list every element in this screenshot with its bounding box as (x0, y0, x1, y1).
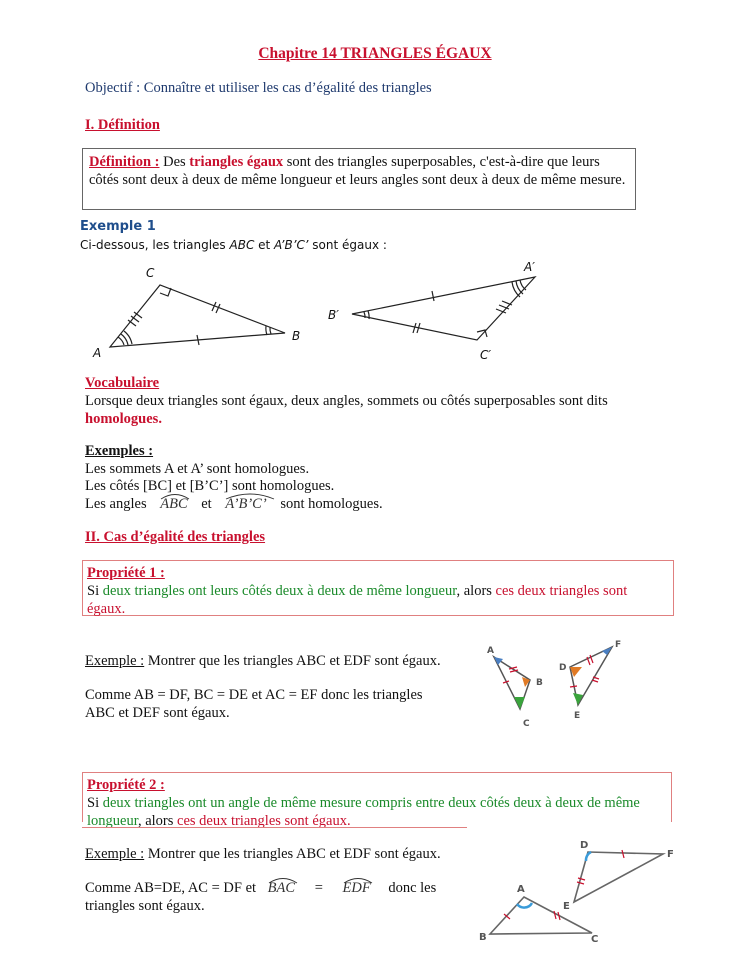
page-title: Chapitre 14 TRIANGLES ÉGAUX (258, 45, 492, 62)
example-1-abc: ABC (229, 238, 255, 252)
figure-equal-triangles (80, 255, 560, 370)
vocabulary-term: homologues. (85, 411, 162, 427)
example-p1-text: Montrer que les triangles ABC et EDF sont égaux. (144, 653, 441, 669)
definition-box (82, 148, 636, 210)
property-1-alors: , alors (456, 583, 496, 599)
property-2-condition: deux triangles ont un angle de même mesure compris entre deux côtés deux à deux de même longueur (87, 795, 640, 829)
examples-heading: Exemples : (85, 443, 154, 459)
fig2-label-c: C (523, 719, 530, 729)
fig2-label-e: E (574, 711, 581, 721)
definition-term: triangles égaux (189, 154, 284, 170)
example-p2-line-1-end: donc les (388, 880, 437, 896)
vocabulary-block (85, 374, 665, 428)
example-p1-answer (85, 687, 423, 722)
definition-text-1: Des (159, 154, 190, 170)
fig3-label-c: C (591, 934, 599, 945)
label-a: A (93, 346, 102, 360)
label-b-prime: B′ (328, 308, 339, 322)
example-p2-question (85, 846, 441, 863)
example-p2-line-1-start: Comme AB=DE, AC = DF et (85, 880, 257, 896)
example-p2-line-2: triangles sont égaux. (85, 897, 205, 914)
angle-abc (160, 496, 187, 514)
angle-a-b-c-prime (225, 496, 266, 514)
examples-line-3-end: sont homologues. (280, 495, 383, 512)
examples-line-2: Les côtés [BC] et [B’C’] sont homologues. (85, 478, 335, 494)
label-c: C (146, 266, 155, 280)
example-1-heading: Exemple 1 (80, 219, 156, 234)
example-p2-text: Montrer que les triangles ABC et EDF sont égaux. (144, 846, 441, 862)
angle-a-b-c-prime-label: A’B’C’ (225, 495, 267, 512)
example-p1-line-2: ABC et DEF sont égaux. (85, 704, 230, 721)
example-1-text-c: sont égaux : (308, 238, 387, 252)
example-p2-equals: = (314, 880, 323, 896)
section-heading-cas: II. Cas d’égalité des triangles (85, 529, 266, 545)
examples-line-3-mid: et (201, 495, 212, 512)
definition-text-2: sont des triangles superposables, c'est-à-dire que leurs côtés sont deux à deux de même longueur et leurs angles sont deux à deux de même mesure. (89, 154, 626, 188)
figure-property-1 (482, 637, 632, 732)
property-1-label: Propriété 1 : (87, 565, 165, 581)
example-p1-label: Exemple : (85, 653, 145, 669)
vocabulary-heading: Vocabulaire (85, 375, 160, 391)
example-1-text-a: Ci-dessous, les triangles (80, 238, 230, 252)
property-2-conclusion: ces deux triangles sont égaux. (177, 813, 351, 829)
angle-abc-label: ABC (160, 495, 188, 512)
angle-edf-label: EDF (342, 880, 371, 896)
fig2-label-b: B (536, 678, 543, 688)
examples-block (85, 443, 383, 513)
example-p1-line-1: Comme AB = DF, BC = DE et AC = EF donc les triangles (85, 687, 423, 703)
figure-property-2 (470, 832, 690, 950)
property-2-alors: , alors (137, 813, 178, 829)
angle-bac (268, 880, 295, 898)
examples-line-1: Les sommets A et A’ sont homologues. (85, 460, 310, 477)
examples-line-3 (85, 496, 383, 514)
property-1-condition: deux triangles ont leurs côtés deux à deux de même longueur (102, 583, 457, 599)
angle-bac-label: BAC (267, 880, 296, 896)
label-a-prime: A′ (524, 260, 535, 274)
property-1-conclusion: ces deux triangles sont égaux. (87, 583, 628, 617)
example-1-text (80, 238, 387, 252)
fig3-label-d: D (580, 840, 589, 851)
example-1-abc-prime: A’B’C’ (274, 238, 309, 252)
property-2-label: Propriété 2 : (87, 777, 165, 793)
example-p2-answer (85, 880, 436, 915)
property-2-box (82, 772, 672, 829)
label-b: B (292, 329, 301, 343)
example-1-text-b: et (254, 238, 275, 252)
property-1-box (82, 560, 674, 616)
fig2-label-a: A (487, 646, 494, 656)
example-p1-question (85, 653, 441, 670)
property-2-box-bottom-border (82, 827, 467, 828)
objective: Objectif : Connaître et utiliser les cas d’égalité des triangles (85, 80, 432, 96)
fig3-label-e: E (563, 901, 570, 912)
label-c-prime: C′ (480, 348, 492, 362)
definition-label: Définition : (89, 154, 160, 170)
example-p2-label: Exemple : (85, 846, 145, 862)
fig3-label-b: B (479, 932, 487, 943)
fig2-label-d: D (559, 663, 567, 673)
property-2-si: Si (87, 795, 103, 811)
property-1-si: Si (87, 583, 103, 599)
section-heading-definition: I. Définition (85, 117, 160, 133)
example-p2-line-1 (85, 880, 436, 898)
examples-line-3-start: Les angles (85, 495, 147, 512)
angle-edf (343, 880, 371, 898)
fig3-label-a: A (517, 884, 525, 895)
fig3-label-f: F (667, 849, 674, 860)
vocabulary-text: Lorsque deux triangles sont égaux, deux angles, sommets ou côtés superposables sont dits (85, 393, 608, 409)
fig2-label-f: F (615, 640, 622, 650)
